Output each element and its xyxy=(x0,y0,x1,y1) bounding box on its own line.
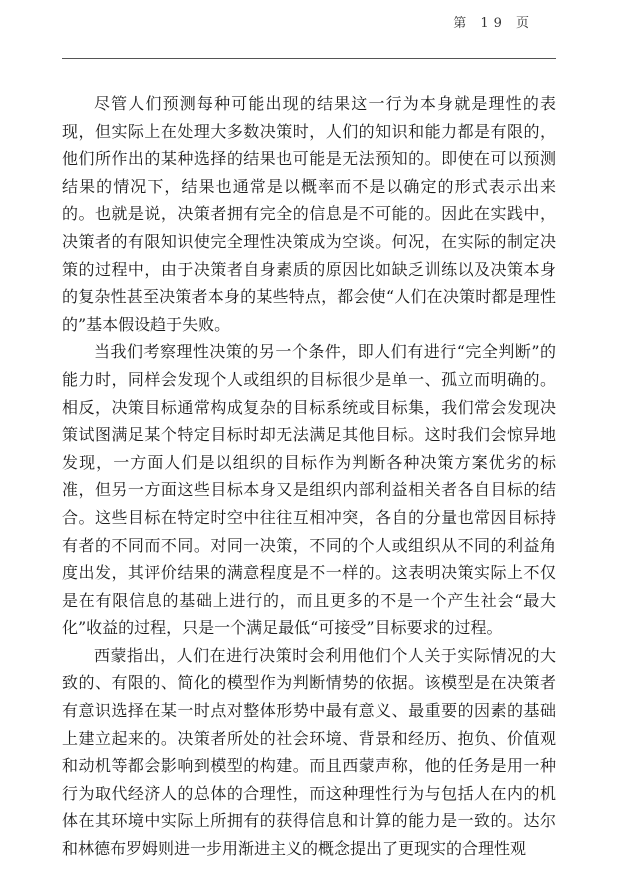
paragraph: 当我们考察理性决策的另一个条件，即人们有进行“完全判断”的能力时，同样会发现个人或组织的目标很少是单一、孤立而明确的。相反，决策目标通常构成复杂的目标系统或目标集，我们常会发现决策试图满足某个特定目标时却无法满足其他目标。这时我们会惊异地发现，一方面人们是以组织的目标作为判断各种决策方案优劣的标准，但另一方面这些目标本身又是组织内部利益相关者各自目标的结合。这些目标在特定时空中往往互相冲突，各自的分量也常因目标持有者的不同而不同。对同一决策，不同的个人或组织从不同的利益角度出发，其评价结果的满意程度是不一样的。这表明决策实际上不仅是在有限信息的基础上进行的，而且更多的不是一个产生社会“最大化”收益的过程，只是一个满足最低“可接受”目标要求的过程。 xyxy=(62,342,556,638)
page-header xyxy=(62,10,556,59)
body-text xyxy=(62,90,556,863)
paragraph: 尽管人们预测每种可能出现的结果这一行为本身就是理性的表现，但实际上在处理大多数决策时，人们的知识和能力都是有限的，他们所作出的某种选择的结果也可能是无法预知的。即使在可以预测结果的情况下，结果也通常是以概率而不是以确定的形式表示出来的。也就是说，决策者拥有完全的信息是不可能的。因此在实践中，决策者的有限知识使完全理性决策成为空谈。何况，在实际的制定决策的过程中，由于决策者自身素质的原因比如缺乏训练以及决策本身的复杂性甚至决策者本身的某些特点，都会使“人们在决策时都是理性的”基本假设趋于失败。 xyxy=(62,94,556,334)
paragraph: 西蒙指出，人们在进行决策时会利用他们个人关于实际情况的大致的、有限的、简化的模型作为判断情势的依据。该模型是在决策者有意识选择在某一时点对整体形势中最有意义、最重要的因素的基础上建立起来的。决策者所处的社会环境、背景和经历、抱负、价值观和动机等都会影响到模型的构建。而且西蒙声称，他的任务是用一种行为取代经济人的总体的合理性，而这种理性行为与包括人在内的机体在其环境中实际上所拥有的获得信息和计算的能力是一致的。达尔和林德布罗姆则进一步用渐进主义的概念提出了更现实的合理性观 xyxy=(62,645,556,859)
page-number: 第 19 页 xyxy=(453,16,534,31)
